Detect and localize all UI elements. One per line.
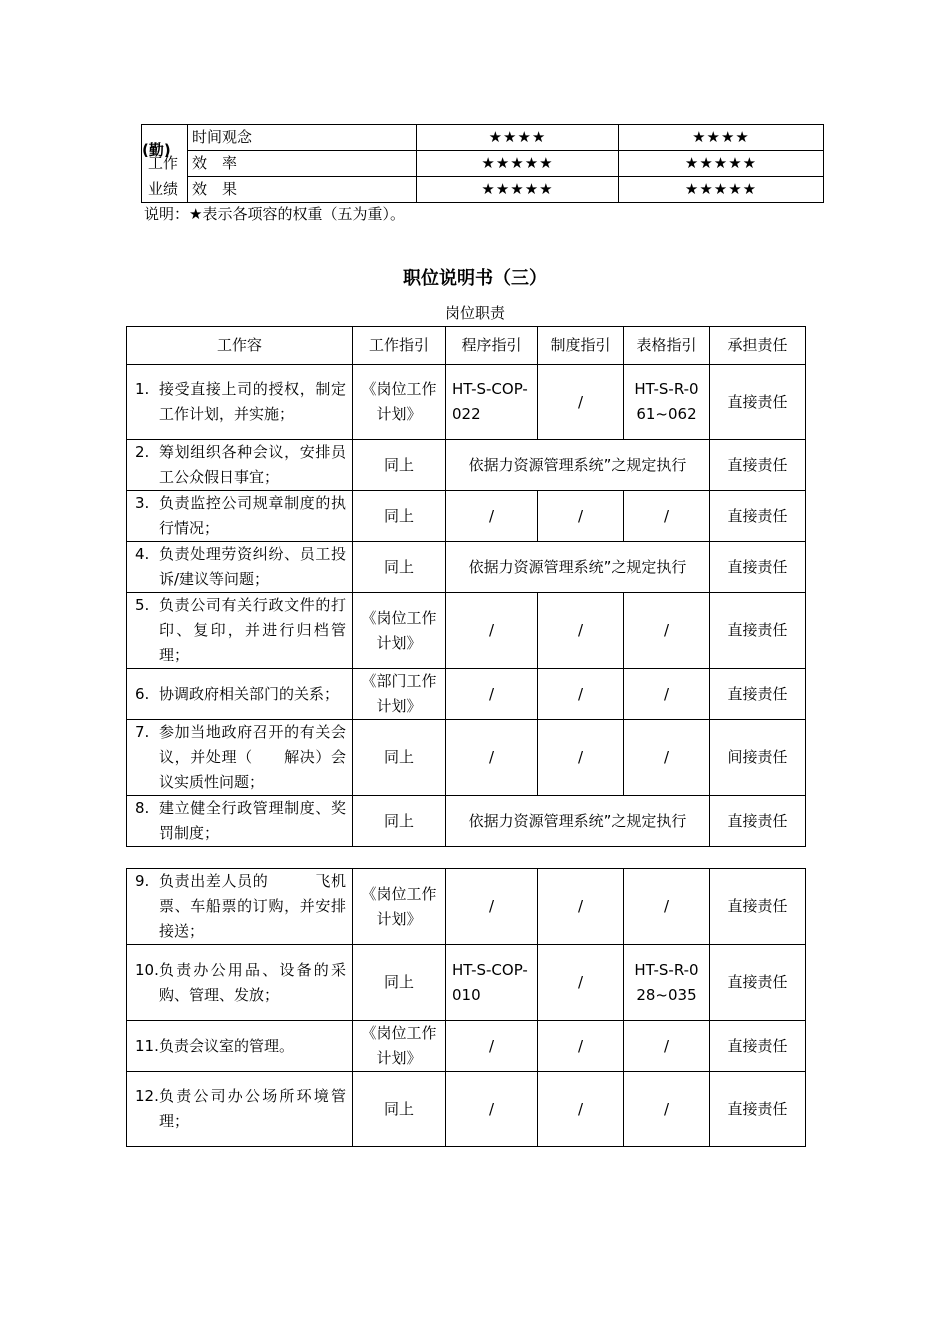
header-guide: 工作指引 [353,327,446,365]
responsibility-cell: 直接责任 [710,669,806,720]
task-number: 12. [135,1087,159,1105]
stars-cell: ★★★★★ [619,177,824,203]
responsibility-cell: 直接责任 [710,869,806,945]
header-form: 表格指引 [624,327,710,365]
task-cell [127,945,353,1021]
task-text: 负责监控公司规章制度的执行情况； [159,494,346,537]
procedure-cell: / [446,869,538,945]
header-procedure: 程序指引 [446,327,538,365]
task-cell [127,542,353,593]
task-number: 2. [135,443,150,461]
merged-guide-cell: 依据力资源管理系统”之规定执行 [446,440,710,491]
table-row [127,1072,806,1147]
table-row [142,151,824,177]
system-cell: / [538,945,624,1021]
task-text: 负责出差人员的 飞机票、车船票的订购，并安排接送； [159,872,346,940]
procedure-cell: / [446,669,538,720]
system-cell: / [538,720,624,796]
header-responsibility: 承担责任 [710,327,806,365]
table-row [127,593,806,669]
table-row [127,945,806,1021]
task-text: 负责公司办公场所环境管理； [159,1087,346,1130]
responsibility-cell: 直接责任 [710,365,806,440]
system-cell: / [538,593,624,669]
guide-cell: 同上 [353,945,446,1021]
duty-table-continued [126,868,806,1147]
task-cell [127,869,353,945]
table-row [127,1021,806,1072]
form-cell: HT-S-R-061~062 [624,365,710,440]
task-text: 负责处理劳资纠纷、员工投诉/建议等问题； [159,545,346,588]
guide-cell: 同上 [353,796,446,847]
task-cell [127,593,353,669]
task-number: 4. [135,545,150,563]
form-cell: / [624,869,710,945]
procedure-cell: / [446,1072,538,1147]
guide-cell: 同上 [353,1072,446,1147]
stars-cell: ★★★★★ [417,151,619,177]
form-cell: HT-S-R-028~035 [624,945,710,1021]
task-number: 5. [135,596,150,614]
task-text: 参加当地政府召开的有关会议，并处理（ 解决）会议实质性问题； [159,723,346,791]
guide-cell: 同上 [353,440,446,491]
responsibility-cell: 直接责任 [710,440,806,491]
guide-cell: 《岗位工作计划》 [353,365,446,440]
task-number: 6. [135,684,150,703]
task-number: 3. [135,494,150,512]
task-number: 8. [135,799,150,817]
task-cell [127,1072,353,1147]
form-cell: / [624,1072,710,1147]
form-cell: / [624,491,710,542]
responsibility-cell: 直接责任 [710,945,806,1021]
table-row [127,365,806,440]
task-cell [127,1021,353,1072]
form-cell: / [624,720,710,796]
overlay-char: (勤) [142,141,171,160]
stars-cell: ★★★★★ [417,177,619,203]
guide-cell: 同上 [353,491,446,542]
responsibility-cell: 直接责任 [710,542,806,593]
task-text: 负责会议室的管理。 [159,1036,295,1055]
task-number: 10. [135,960,159,979]
system-cell: / [538,1072,624,1147]
table-row [142,125,824,151]
header-task: 工作容 [127,327,353,365]
table-row [142,177,824,203]
form-cell: / [624,593,710,669]
system-cell: / [538,669,624,720]
responsibility-cell: 间接责任 [710,720,806,796]
table-row [127,669,806,720]
task-text: 负责办公用品、设备的采购、管理、发放； [159,960,346,1004]
system-cell: / [538,869,624,945]
task-number: 11. [135,1036,159,1055]
form-cell: / [624,669,710,720]
category-cell: 工作 [142,151,188,177]
responsibility-cell: 直接责任 [710,796,806,847]
guide-cell: 《岗位工作计划》 [353,869,446,945]
table-row [127,796,806,847]
stars-cell: ★★★★ [619,125,824,151]
duty-table-body [127,869,806,1147]
category-cell: 业绩 [142,177,188,203]
item-cell: 效 果 [188,177,417,203]
header-system: 制度指引 [538,327,624,365]
task-text: 协调政府相关部门的关系； [159,684,340,703]
task-text: 接受直接上司的授权，制定工作计划，并实施； [159,380,346,423]
responsibility-cell: 直接责任 [710,593,806,669]
task-number: 9. [135,872,150,890]
guide-cell: 《部门工作计划》 [353,669,446,720]
merged-guide-cell: 依据力资源管理系统”之规定执行 [446,542,710,593]
stars-cell: ★★★★ [417,125,619,151]
task-cell [127,720,353,796]
stars-cell: ★★★★★ [619,151,824,177]
item-cell: 时间观念 [188,125,417,151]
task-cell [127,440,353,491]
responsibility-cell: 直接责任 [710,1072,806,1147]
task-cell [127,796,353,847]
evaluation-table [141,124,824,203]
responsibility-cell: 直接责任 [710,491,806,542]
system-cell: / [538,491,624,542]
task-cell [127,669,353,720]
table-row [127,869,806,945]
guide-cell: 同上 [353,542,446,593]
duty-table-body [127,365,806,847]
system-cell: / [538,365,624,440]
guide-cell: 《岗位工作计划》 [353,593,446,669]
task-text: 筹划组织各种会议，安排员工公众假日事宜； [159,443,346,486]
procedure-cell: / [446,491,538,542]
page-title: 职位说明书（三） [403,268,547,289]
responsibility-cell: 直接责任 [710,1021,806,1072]
procedure-cell: / [446,593,538,669]
duty-table [126,326,806,847]
form-cell: / [624,1021,710,1072]
procedure-cell: HT-S-COP-022 [446,365,538,440]
table-header-row [127,327,806,365]
merged-guide-cell: 依据力资源管理系统”之规定执行 [446,796,710,847]
task-cell [127,365,353,440]
procedure-cell: HT-S-COP-010 [446,945,538,1021]
task-cell [127,491,353,542]
procedure-cell: / [446,720,538,796]
table-row [127,542,806,593]
task-number: 7. [135,723,150,741]
task-text: 建立健全行政管理制度、奖罚制度； [159,799,346,842]
weight-note: 说明：★表示各项容的权重（五为重）。 [144,205,405,223]
item-cell: 效 率 [188,151,417,177]
table-row [127,440,806,491]
guide-cell: 《岗位工作计划》 [353,1021,446,1072]
system-cell: / [538,1021,624,1072]
task-text: 负责公司有关行政文件的打印、复印，并进行归档管理； [159,596,346,664]
table-row [127,491,806,542]
table-row [127,720,806,796]
guide-cell: 同上 [353,720,446,796]
procedure-cell: / [446,1021,538,1072]
task-number: 1. [135,380,150,398]
category-cell [142,125,188,160]
section-subtitle: 岗位职责 [444,304,505,322]
